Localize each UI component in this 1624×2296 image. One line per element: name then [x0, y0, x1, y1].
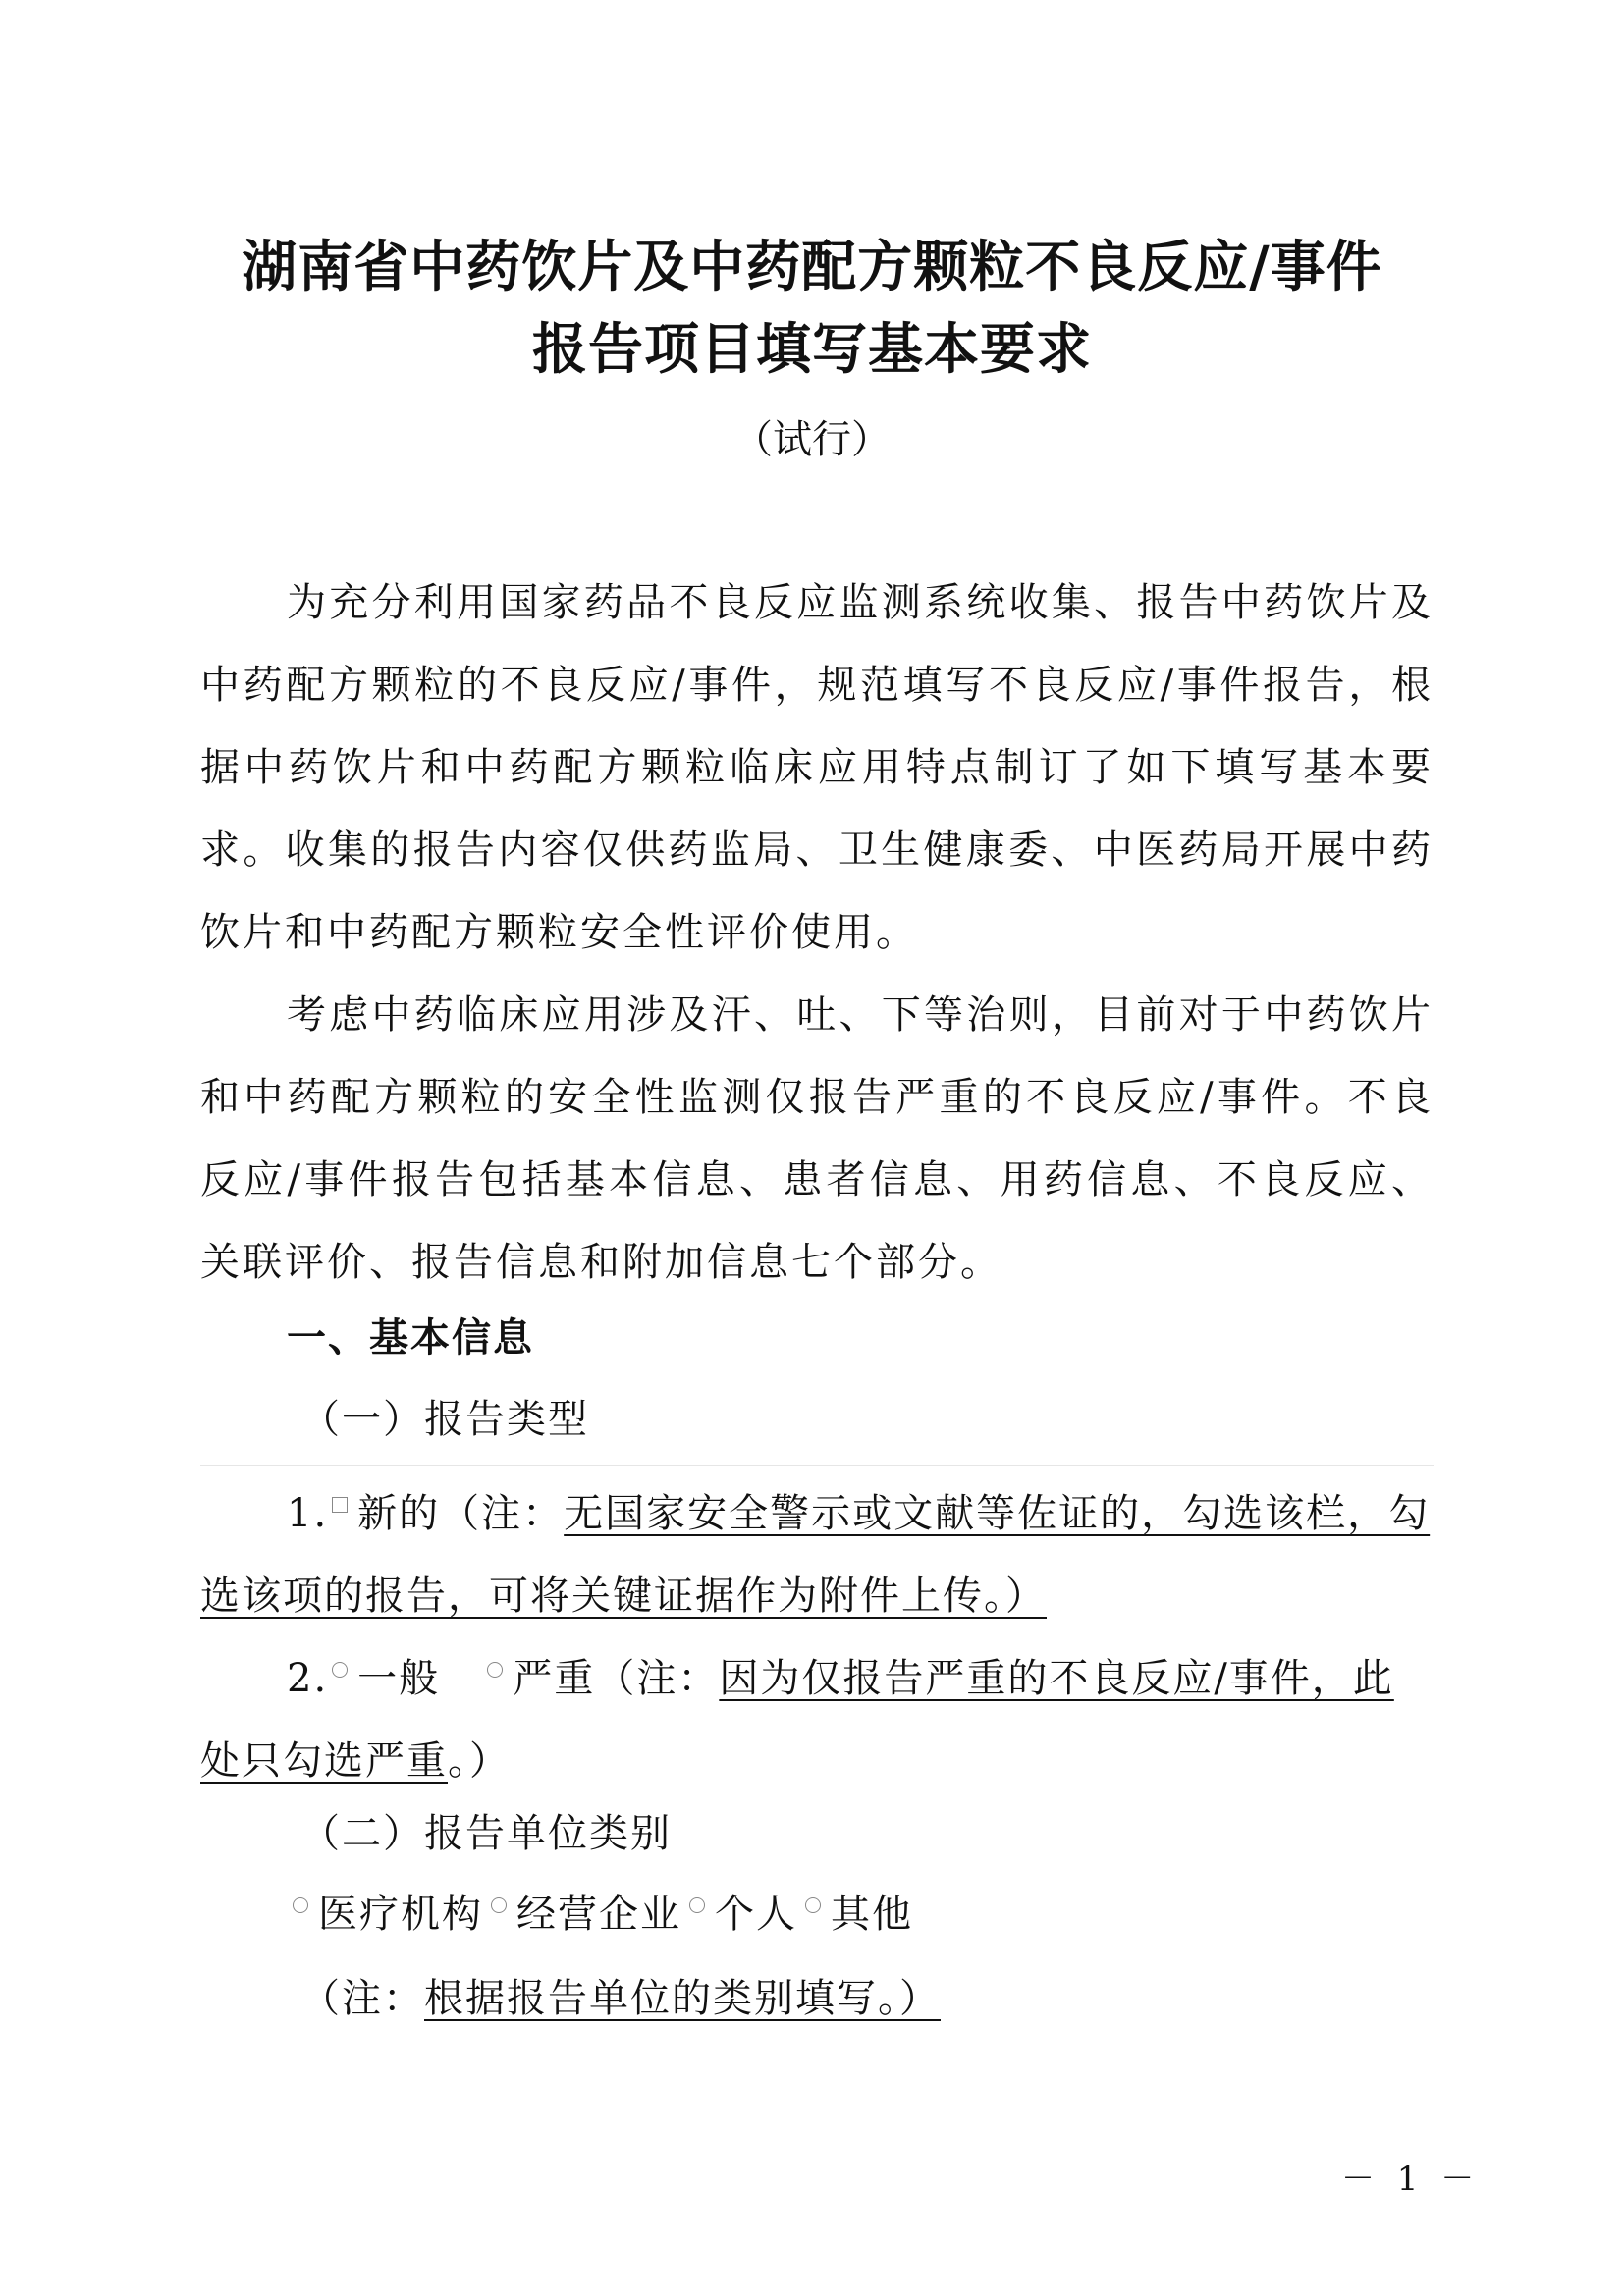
serious-severity-label: 严重 [513, 1656, 596, 1701]
serious-severity-radio[interactable] [487, 1662, 503, 1678]
unit-medical-radio[interactable] [293, 1897, 308, 1913]
unit-business-label: 经营企业 [516, 1892, 681, 1937]
intro-paragraph: 为充分利用国家药品不良反应监测系统收集、报告中药饮片及中药配方颗粒的不良反应/事件，规范填写不良反应/事件报告，根据中药饮片和中药配方颗粒临床应用特点制订了如下填写基本要求。收集的报告内容仅供药监局、卫生健康委、中医药局开展中药饮片和中药配方颗粒安全性评价使用。 [200, 580, 1434, 955]
unit-medical-label: 医疗机构 [318, 1892, 483, 1937]
document-subtitle: （试行） [733, 417, 891, 462]
general-severity-label: 一般 [357, 1656, 441, 1701]
document-title-line-1: 湖南省中药饮片及中药配方颗粒不良反应/事件 [242, 236, 1382, 299]
new-report-note: 无国家安全警示或文献等佐证的，勾选该栏，勾选该项的报告，可将关键证据作为附件上传。） [200, 1491, 1431, 1619]
unit-other-radio[interactable] [805, 1897, 821, 1913]
subsection-heading-reporter-unit: （二）报告单位类别 [300, 1811, 672, 1856]
new-report-checkbox[interactable] [332, 1497, 348, 1513]
unit-business-radio[interactable] [491, 1897, 507, 1913]
reporter-unit-note-text: 根据报告单位的类别填写。） [424, 1976, 941, 2021]
item-number: 2. [287, 1656, 329, 1701]
divider [200, 1465, 1434, 1466]
report-type-new-item [200, 1472, 1434, 1637]
item-number: 1. [287, 1491, 329, 1536]
note-suffix: 。） [448, 1738, 511, 1784]
note-prefix: （注： [300, 1976, 424, 2021]
report-severity-item [200, 1637, 1434, 1802]
severity-note: 因为仅报告严重的不良反应/事件，此处只勾选严重 [200, 1656, 1394, 1784]
section-heading-basic-info: 一、基本信息 [287, 1315, 534, 1361]
reporter-unit-options [289, 1887, 917, 1942]
unit-personal-label: 个人 [715, 1892, 797, 1937]
unit-personal-radio[interactable] [689, 1897, 705, 1913]
new-report-label: 新的 [357, 1491, 441, 1536]
subsection-heading-report-type: （一）报告类型 [300, 1397, 589, 1442]
unit-other-label: 其他 [831, 1892, 913, 1937]
document-title-line-2: 报告项目填写基本要求 [532, 318, 1092, 382]
note-prefix: （注： [595, 1656, 720, 1701]
general-severity-radio[interactable] [332, 1662, 348, 1678]
scope-paragraph: 考虑中药临床应用涉及汗、吐、下等治则，目前对于中药饮片和中药配方颗粒的安全性监测仅报告严重的不良反应/事件。不良反应/事件报告包括基本信息、患者信息、用药信息、不良反应、关联评价、报告信息和附加信息七个部分。 [200, 992, 1434, 1285]
note-prefix: （注： [440, 1491, 565, 1536]
reporter-unit-note [300, 1971, 941, 2026]
page-number: － 1 － [1341, 2160, 1481, 2199]
